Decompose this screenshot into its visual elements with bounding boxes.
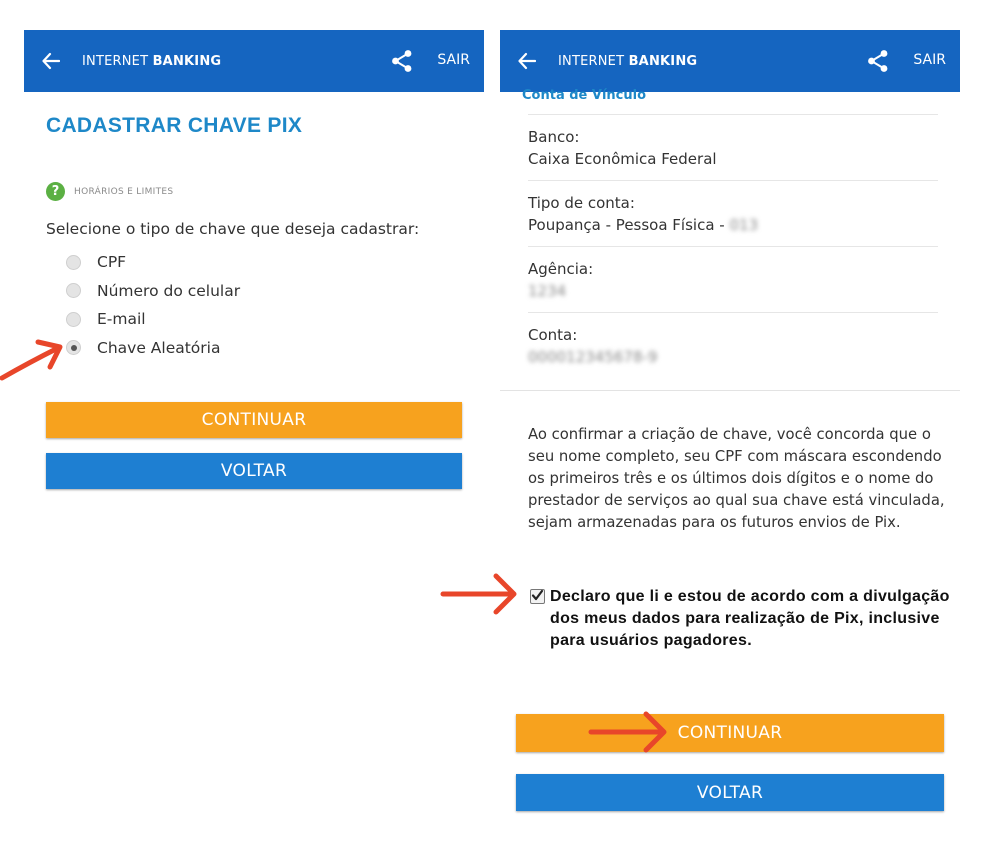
radio-label: Número do celular bbox=[97, 281, 241, 300]
radio-label: Chave Aleatória bbox=[97, 338, 221, 357]
radio-option-cpf[interactable] bbox=[66, 248, 240, 277]
info-row-account bbox=[528, 312, 938, 378]
logout-button[interactable]: SAIR bbox=[437, 52, 470, 68]
annotation-arrow-icon bbox=[0, 330, 72, 385]
info-value: Poupança - Pessoa Física - 013 bbox=[528, 216, 759, 234]
info-value: Caixa Econômica Federal bbox=[528, 150, 717, 168]
section-title: Conta de Vínculo bbox=[522, 88, 647, 103]
radio-button[interactable] bbox=[66, 283, 81, 298]
info-label: Agência: bbox=[528, 260, 594, 278]
info-value bbox=[528, 282, 938, 300]
blurred-value: 013 bbox=[729, 216, 759, 234]
consent-checkbox-row[interactable] bbox=[530, 586, 950, 652]
radio-button[interactable] bbox=[66, 312, 81, 327]
radio-label: CPF bbox=[97, 253, 127, 272]
continue-button[interactable]: CONTINUAR bbox=[516, 714, 944, 752]
key-type-prompt: Selecione o tipo de chave que deseja cadastrar: bbox=[46, 220, 420, 238]
app-brand: INTERNET BANKING bbox=[558, 53, 698, 69]
account-info-list bbox=[528, 114, 938, 378]
hours-limits-label: HORÁRIOS E LIMITES bbox=[74, 186, 174, 197]
app-brand: INTERNET BANKING bbox=[82, 53, 222, 69]
back-arrow-icon[interactable] bbox=[518, 52, 536, 70]
annotation-arrow-icon bbox=[588, 708, 670, 754]
hours-limits-link[interactable] bbox=[46, 182, 173, 201]
checkmark-icon bbox=[531, 589, 544, 602]
consent-paragraph: Ao confirmar a criação de chave, você concorda que o seu nome completo, seu CPF com máscara escondendo os primeiros três e os últimos dois dígitos e o nome do prestador de serviços ao qual sua chave está vinculada, sejam armazenadas para os futuros envios de Pix. bbox=[528, 426, 945, 531]
info-label: Banco: bbox=[528, 128, 580, 146]
left-screen bbox=[24, 30, 484, 630]
info-label: Tipo de conta: bbox=[528, 194, 635, 212]
radio-option-phone[interactable] bbox=[66, 277, 240, 306]
back-button[interactable]: VOLTAR bbox=[516, 774, 944, 811]
share-icon[interactable] bbox=[390, 49, 414, 73]
share-icon[interactable] bbox=[866, 49, 890, 73]
info-row-agency bbox=[528, 246, 938, 312]
continue-button[interactable]: CONTINUAR bbox=[46, 402, 462, 438]
info-row-bank bbox=[528, 114, 938, 180]
right-screen bbox=[500, 30, 960, 842]
back-arrow-icon[interactable] bbox=[42, 52, 60, 70]
blurred-value: 000012345678-9 bbox=[528, 348, 658, 366]
blurred-value: 1234 bbox=[528, 282, 567, 300]
logout-button[interactable]: SAIR bbox=[913, 52, 946, 68]
page-title: CADASTRAR CHAVE PIX bbox=[46, 114, 303, 137]
info-label: Conta: bbox=[528, 326, 578, 344]
divider bbox=[500, 390, 960, 391]
key-type-radio-group bbox=[66, 248, 240, 362]
back-button[interactable]: VOLTAR bbox=[46, 453, 462, 489]
annotation-arrow-icon bbox=[440, 570, 520, 616]
radio-option-email[interactable] bbox=[66, 305, 240, 334]
radio-option-random-key[interactable] bbox=[66, 334, 240, 363]
info-row-account-type bbox=[528, 180, 938, 246]
info-value bbox=[528, 348, 938, 366]
app-header bbox=[24, 30, 484, 92]
radio-button[interactable] bbox=[66, 255, 81, 270]
app-header bbox=[500, 30, 960, 92]
consent-checkbox-label: Declaro que li e estou de acordo com a divulgação dos meus dados para realização de Pix, inclusive para usuários pagadores. bbox=[550, 588, 950, 649]
help-icon: ? bbox=[46, 182, 65, 201]
consent-checkbox[interactable] bbox=[530, 589, 545, 604]
radio-label: E-mail bbox=[97, 310, 146, 329]
